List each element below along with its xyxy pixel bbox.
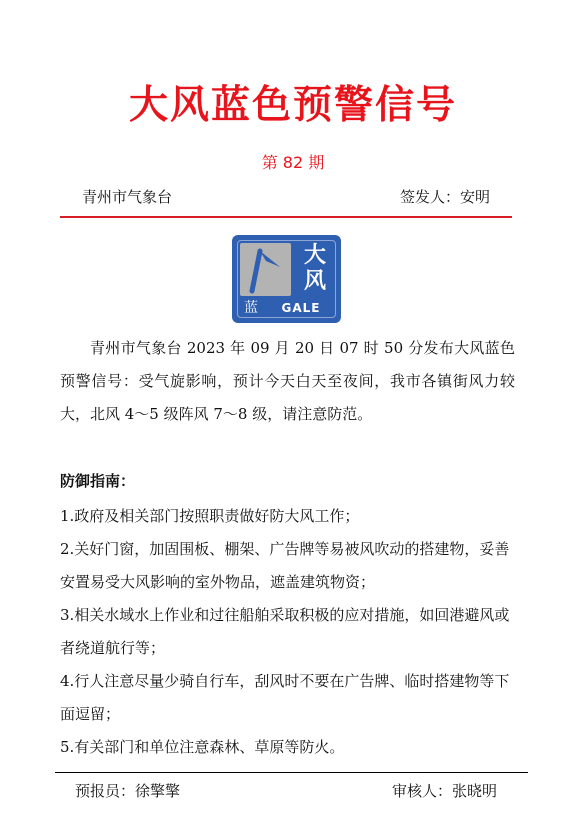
guide-title: 防御指南： xyxy=(60,472,136,490)
signal-char-bottom: 风 xyxy=(303,269,326,294)
guide-item: 4.行人注意尽量少骑自行车，刮风时不要在广告牌、临时搭建物等下面逗留； xyxy=(60,672,510,723)
gale-blue-signal-icon xyxy=(232,235,341,323)
header-divider xyxy=(60,216,512,218)
signal-char-top: 大 xyxy=(303,243,326,268)
guide-item: 1.政府及相关部门按照职责做好防大风工作； xyxy=(60,507,360,525)
signer: 签发人：安明 xyxy=(400,188,491,206)
signal-panel xyxy=(240,243,291,296)
reviewer: 审核人：张晓明 xyxy=(392,782,498,800)
guide-item: 2.关好门窗，加固围板、棚架、广告牌等易被风吹动的搭建物，妥善安置易受大风影响的室外物品，遮盖建筑物资； xyxy=(60,540,510,591)
footer-divider xyxy=(55,772,528,773)
signal-code: GALE xyxy=(281,301,321,315)
issue-number: 第 82 期 xyxy=(261,153,325,172)
warning-body: 青州市气象台 2023 年 09 月 20 日 07 时 50 分发布大风蓝色预警信号：受气旋影响，预计今天白天至夜间，我市各镇街风力较大，北风 4～5 级阵风 7～8 级，请注意防范。 xyxy=(60,339,515,423)
flag-icon xyxy=(240,243,291,296)
signal-color-label: 蓝 xyxy=(244,300,258,316)
guide-item: 5.有关部门和单位注意森林、草原等防火。 xyxy=(60,738,345,756)
guide-item: 3.相关水域水上作业和过往船舶采取积极的应对措施，如回港避风或者绕道航行等； xyxy=(60,606,510,657)
document-title: 大风蓝色预警信号 xyxy=(128,83,457,128)
issuing-office: 青州市气象台 xyxy=(82,188,173,206)
forecaster: 预报员：徐擎擎 xyxy=(75,782,181,800)
